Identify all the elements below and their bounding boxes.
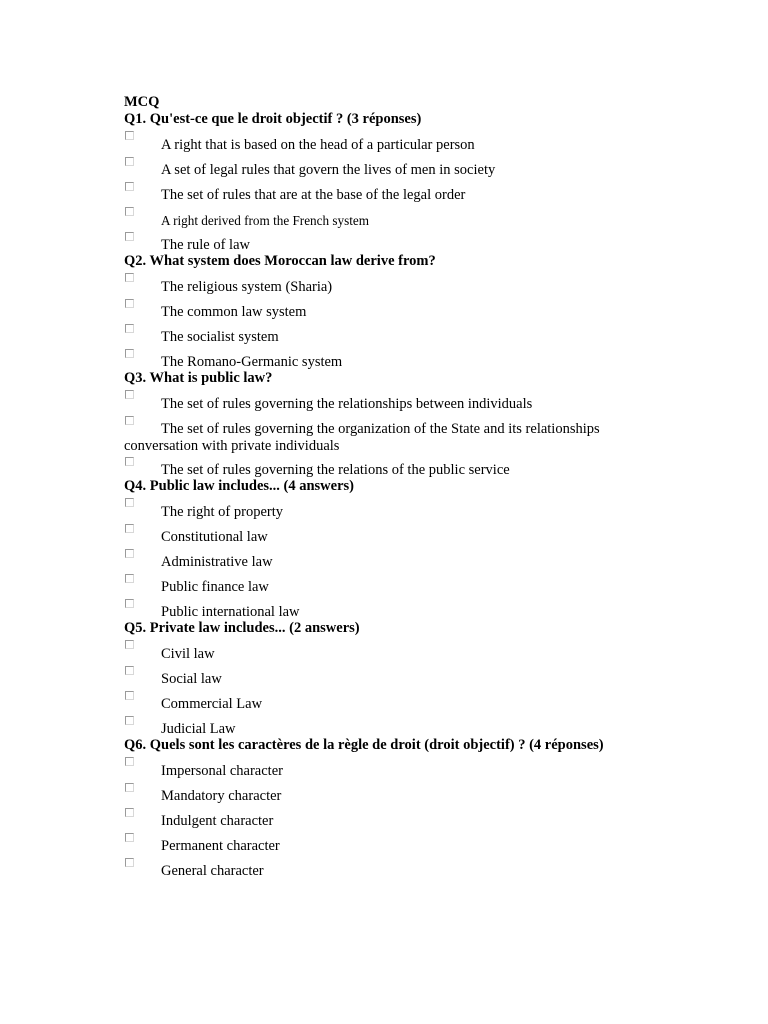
answer-checkbox[interactable] (125, 524, 134, 533)
answer-option (124, 128, 724, 153)
answer-checkbox[interactable] (125, 716, 134, 725)
answer-option-text: Impersonal character (161, 763, 283, 779)
answer-option (124, 637, 724, 662)
answer-option (124, 595, 724, 620)
answer-option (124, 153, 724, 178)
answer-option-text: The set of rules that are at the base of the legal order (161, 187, 466, 203)
answer-option-text: The socialist system (161, 329, 279, 345)
question-label: Q3. What is public law? (124, 370, 273, 386)
answer-option-text: The set of rules governing the relations of the public service (161, 462, 510, 478)
answer-option (124, 495, 724, 520)
answer-option (124, 387, 724, 412)
answer-option (124, 829, 724, 854)
answer-option-text: Administrative law (161, 554, 273, 570)
answer-option (124, 203, 724, 228)
answer-option (124, 178, 724, 203)
answer-checkbox[interactable] (125, 833, 134, 842)
answer-option-text: The set of rules governing the organization of the State and its relationships conversation with private individuals (124, 421, 600, 454)
answer-option (124, 687, 724, 712)
answer-option-text: Commercial Law (161, 696, 263, 712)
question-label: Q4. Public law includes... (4 answers) (124, 478, 354, 494)
answer-checkbox[interactable] (125, 273, 134, 282)
answer-option (124, 804, 724, 829)
answer-option (124, 712, 724, 737)
answer-option-text: Permanent character (161, 838, 280, 854)
answer-checkbox[interactable] (125, 640, 134, 649)
answer-checkbox[interactable] (125, 131, 134, 140)
answer-option (124, 228, 724, 253)
answer-option (124, 779, 724, 804)
question-label: Q1. Qu'est-ce que le droit objectif ? (3 réponses) (124, 111, 422, 127)
answer-option (124, 520, 724, 545)
answer-option-text: The religious system (Sharia) (161, 279, 333, 295)
answer-option-text: The Romano-Germanic system (161, 354, 343, 370)
answer-checkbox[interactable] (125, 457, 134, 466)
answer-checkbox[interactable] (125, 808, 134, 817)
answer-option-text: The set of rules governing the relationships between individuals (161, 396, 533, 412)
answer-option-text: Social law (161, 671, 222, 687)
answer-option-text: Mandatory character (161, 788, 282, 804)
answer-option-text: A right derived from the French system (161, 213, 370, 228)
answer-checkbox[interactable] (125, 232, 134, 241)
answer-option-text: The common law system (161, 304, 307, 320)
answer-option (124, 545, 724, 570)
question-list (124, 111, 724, 879)
answer-checkbox[interactable] (125, 574, 134, 583)
answer-option-text: General character (161, 863, 264, 879)
question-label: Q2. What system does Moroccan law derive from? (124, 253, 436, 269)
answer-option (124, 320, 724, 345)
answer-option (124, 412, 724, 453)
answer-option-text: A right that is based on the head of a particular person (161, 137, 475, 153)
answer-option (124, 345, 724, 370)
answer-checkbox[interactable] (125, 299, 134, 308)
answer-checkbox[interactable] (125, 157, 134, 166)
answer-option-text: Judicial Law (161, 721, 236, 737)
answer-checkbox[interactable] (125, 858, 134, 867)
answer-checkbox[interactable] (125, 498, 134, 507)
answer-checkbox[interactable] (125, 207, 134, 216)
answer-checkbox[interactable] (125, 349, 134, 358)
answer-option (124, 662, 724, 687)
question-label: Q5. Private law includes... (2 answers) (124, 620, 360, 636)
answer-checkbox[interactable] (125, 783, 134, 792)
question-label: Q6. Quels sont les caractères de la règle de droit (droit objectif) ? (4 réponses) (124, 737, 604, 753)
answer-option-text: A set of legal rules that govern the lives of men in society (161, 162, 496, 178)
answer-option (124, 270, 724, 295)
document-title: MCQ (124, 94, 160, 110)
answer-option-text: Public international law (161, 604, 300, 620)
answer-checkbox[interactable] (125, 757, 134, 766)
mcq-document (124, 93, 724, 879)
answer-checkbox[interactable] (125, 691, 134, 700)
answer-option (124, 754, 724, 779)
answer-checkbox[interactable] (125, 549, 134, 558)
answer-option-text: The rule of law (161, 237, 250, 253)
answer-option-text: The right of property (161, 504, 284, 520)
answer-option-text: Constitutional law (161, 529, 268, 545)
answer-checkbox[interactable] (125, 390, 134, 399)
answer-option-text: Public finance law (161, 579, 269, 595)
answer-option-text: Indulgent character (161, 813, 274, 829)
answer-checkbox[interactable] (125, 599, 134, 608)
answer-option (124, 854, 724, 879)
answer-option (124, 295, 724, 320)
answer-option (124, 570, 724, 595)
answer-option-text: Civil law (161, 646, 215, 662)
answer-checkbox[interactable] (125, 182, 134, 191)
answer-checkbox[interactable] (125, 666, 134, 675)
answer-checkbox[interactable] (125, 324, 134, 333)
answer-option (124, 453, 724, 478)
